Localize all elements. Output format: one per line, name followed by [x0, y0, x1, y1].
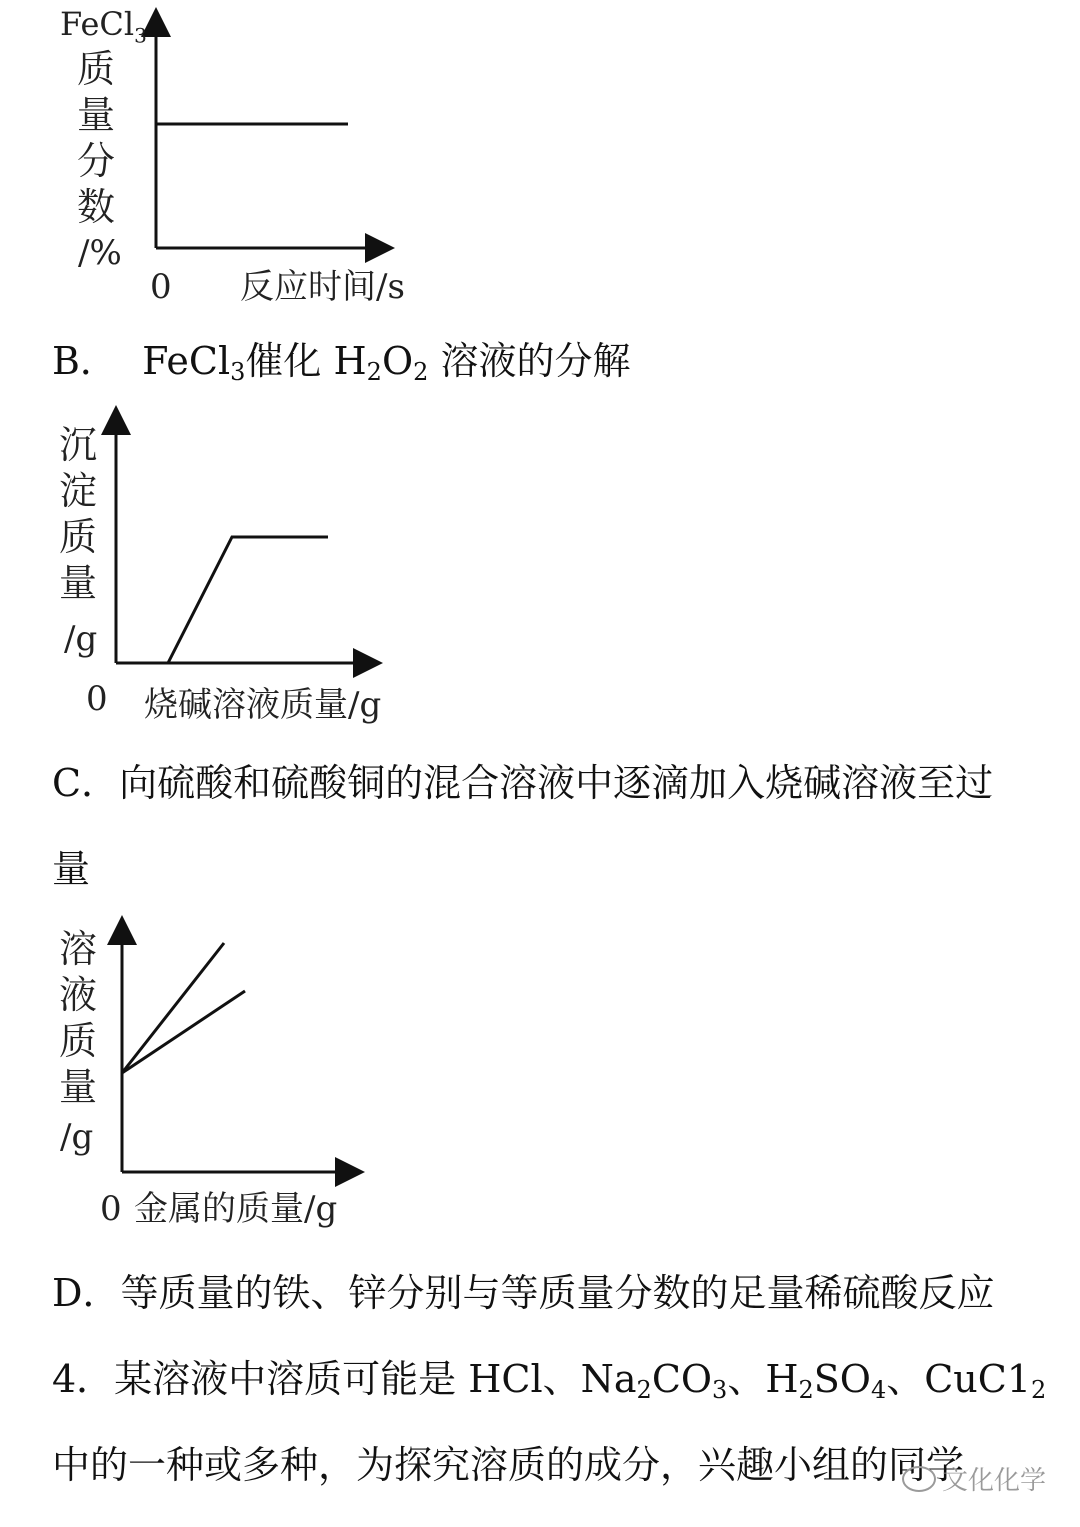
graph-c-y-unit: /g — [60, 1117, 94, 1157]
graph-b-y-label: 沉 淀 质 量 — [58, 423, 97, 605]
question-4-line1: 4．某溶液中溶质可能是 HCl、$Na_2CO_3$、$H_2SO_4$、$CuC1_2$ — [52, 1357, 1047, 1404]
graph-a-y-unit: /% — [78, 233, 122, 273]
watermark-text: 文化化学 — [941, 1466, 1046, 1496]
graph-b-origin: 0 — [86, 679, 108, 719]
watermark — [902, 1460, 1046, 1497]
graph-a-x-label: 反应时间/s — [240, 267, 405, 307]
option-c-line1: C．向硫酸和硫酸铜的混合溶液中逐滴加入烧碱溶液至过 — [52, 761, 994, 805]
option-d-text: D．等质量的铁、锌分别与等质量分数的足量稀硫酸反应 — [52, 1271, 995, 1315]
graph-c-origin: 0 — [100, 1189, 122, 1229]
graph-c-y-label: 溶 液 质 量 — [58, 927, 97, 1109]
graph-b-series-line — [168, 537, 328, 663]
graph-c-series-steep — [122, 943, 224, 1073]
option-b-text: B． FeCl$_3$催化 $H_2O_2$ 溶液的分解 — [52, 339, 631, 386]
wechat-icon — [902, 1466, 936, 1492]
graph-a-y-label-formula: FeCl$_3$ — [60, 5, 147, 48]
graph-c-series-shallow — [122, 991, 245, 1073]
question-4-line2: 中的一种或多种，为探究溶质的成分，兴趣小组的同学 — [52, 1443, 965, 1487]
graph-c-x-label: 金属的质量/g — [134, 1189, 338, 1229]
graph-b-y-unit: /g — [64, 619, 98, 659]
graph-a-origin: 0 — [150, 267, 172, 307]
graph-b-x-label: 烧碱溶液质量/g — [144, 685, 382, 725]
graph-a-y-label: 质 量 分 数 — [76, 47, 115, 229]
option-c-line2: 量 — [52, 847, 91, 891]
